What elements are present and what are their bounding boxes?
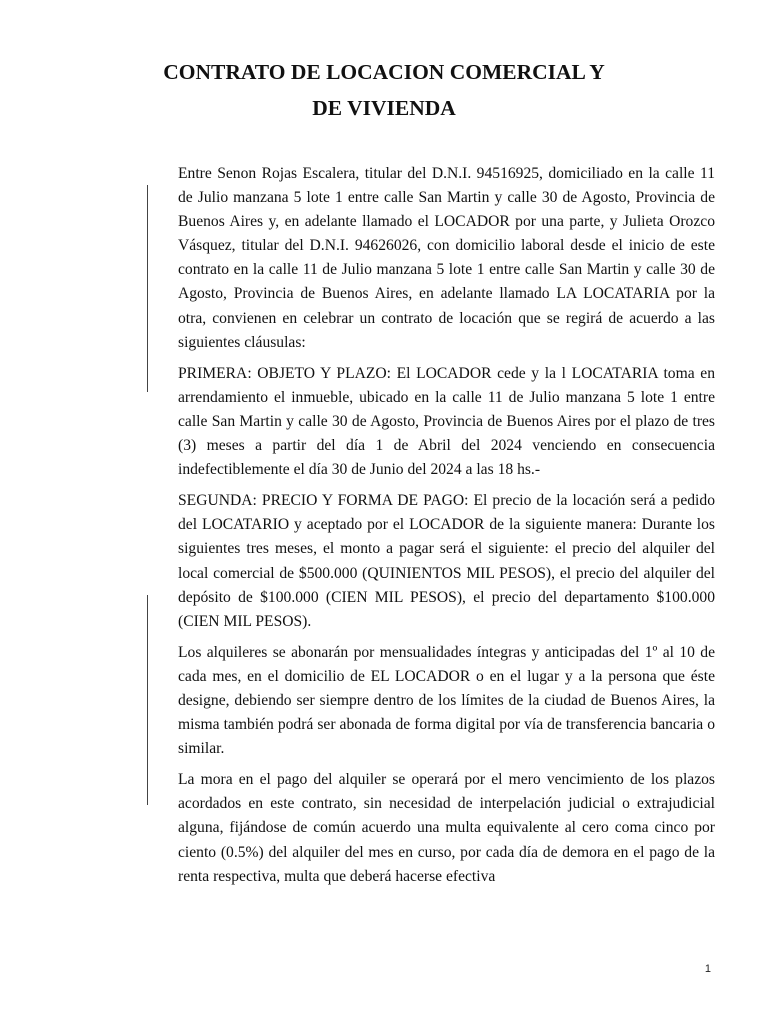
paragraph-payment-terms: Los alquileres se abonarán por mensualidades íntegras y anticipadas del 1º al 10 de cada mes, en el domicilio de EL LOCADOR o en el lugar y a la persona que éste designe, debiendo ser siempre dentro de los límites de la ciudad de Buenos Aires, la misma también podrá ser abonada de forma digital por vía de transferencia bancaria o similar. xyxy=(178,643,715,758)
margin-revision-bar xyxy=(147,595,148,805)
document-title: CONTRATO DE LOCACION COMERCIAL Y DE VIVIENDA xyxy=(163,60,605,120)
margin-revision-bar xyxy=(147,185,148,392)
paragraph-late-payment: La mora en el pago del alquiler se operará por el mero vencimiento de los plazos acordados en este contrato, sin necesidad de interpelación judicial o extrajudicial alguna, fijándose de común acuerdo una multa equivalente al cero coma cinco por ciento (0.5%) del alquiler del mes en curso, por cada día de demora en el pago de la renta respectiva, multa que deberá hacerse efectiva xyxy=(178,771,715,885)
paragraph-clause-segunda: SEGUNDA: PRECIO Y FORMA DE PAGO: El precio de la locación será a pedido del LOCATARIO y aceptado por el LOCADOR de la siguiente manera: Durante los siguientes tres meses, el monto a pagar será el siguiente: el precio del alquiler del local comercial de $500.000 (QUINIENTOS MIL PESOS), el precio del alquiler del depósito de $100.000 (CIEN MIL PESOS), el precio del departamento $100.000 (CIEN MIL PESOS). xyxy=(178,492,715,630)
paragraph-clause-primera: PRIMERA: OBJETO Y PLAZO: El LOCADOR cede y la l LOCATARIA toma en arrendamiento el inmueble, ubicado en la calle 11 de Julio manzana 5 lote 1 entre calle San Martin y calle 30 de Agosto, Provincia de Buenos Aires por el plazo de tres (3) meses a partir del día 1 de Abril del 2024 venciendo en consecuencia indefectiblemente el día 30 de Junio del 2024 a las 18 hs.- xyxy=(178,364,715,479)
page-number: 1 xyxy=(704,963,711,975)
paragraph-parties: Entre Senon Rojas Escalera, titular del D.N.I. 94516925, domiciliado en la calle 11 de Julio manzana 5 lote 1 entre calle San Martin y calle 30 de Agosto, Provincia de Buenos Aires y, en adelante llamado el LOCADOR por una parte, y Julieta Orozco Vásquez, titular del D.N.I. 94626026, con domicilio laboral desde el inicio de este contrato en la calle 11 de Julio manzana 5 lote 1 entre calle San Martin y calle 30 de Agosto, Provincia de Buenos Aires, en adelante llamado LA LOCATARIA por la otra, convienen en celebrar un contrato de locación que se regirá de acuerdo a las siguientes cláusulas: xyxy=(178,165,715,351)
document-body xyxy=(178,162,715,896)
